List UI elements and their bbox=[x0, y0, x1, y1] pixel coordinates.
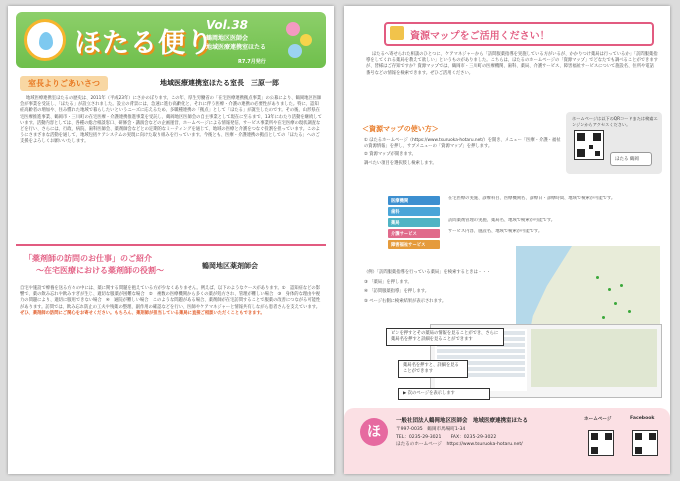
pharmacist-text: 自宅や施設で療養を送る方々の中には、薬に関する問題を抱えている方が少なくありません。例えば、以下のようなケースがあります。① 認知症などの影響で、薬の飲み忘れや飲みすぎが生じ、適切な服薬が困難な場合 ② 複数の医療機関から多くの薬が処方され、管理が難しい場合 ③ 身体的な理由や視力の問題により、適切に服用できない場合 ④ 通院が難しい場合 このような問題がある場合、薬剤師が在宅訪問することで服薬の改善につながる可能性があります。訪問では、飲み忘れ防止の工夫や残薬の整理、副作用の確認などを行い、医師やケアマネジャーと情報共有しながら患者さんを支えています。 bbox=[20, 286, 321, 310]
menu-dental[interactable]: 歯科 bbox=[388, 207, 440, 216]
homepage-qr-box bbox=[566, 112, 662, 174]
pharmacist-section-header bbox=[16, 244, 326, 286]
pharmacist-association: 鶴岡地区薬剤師会 bbox=[202, 262, 258, 270]
qr-instruction: ホームページは以下のQRコードまたは検索エンジンからアクセスください。 bbox=[572, 116, 658, 127]
volume-number: Vol.38 bbox=[206, 18, 249, 32]
footer-contact bbox=[396, 426, 523, 449]
resource-map-intro: ほたるへ寄せられた相談のひとつに、ケアマネジャーから「訪問服薬指導を実施している方がいるが、かかりつけ薬局は行っているか」「訪問服薬指導をしてくれる薬局を教えて欲しい」というものがありました。こちらは、ほたるのホームページの「資源マップ」でどなたでも調べることができますが、皆様はご存知ですか？資源マップでは、鶴岡市・三川町の医療機関、歯科、薬局、介護サービス、障害福祉サービスについて施設名、住所や電話番号などの情報を検索できます。ぜひご活用ください。 bbox=[366, 52, 658, 76]
menu-disability-service[interactable]: 障害福祉サービス bbox=[388, 240, 440, 249]
usage-steps bbox=[364, 138, 564, 169]
example-intro: （例）「訪問服薬指導を行っている薬局」を検索するときは・・・ bbox=[364, 270, 491, 275]
map-pin[interactable] bbox=[602, 316, 605, 319]
category-menu bbox=[388, 196, 440, 251]
hotaru-logo-icon: ほ bbox=[360, 418, 388, 446]
footer bbox=[344, 408, 670, 474]
map-icon bbox=[390, 26, 404, 40]
map-pin[interactable] bbox=[614, 302, 617, 305]
qr-code-icon[interactable] bbox=[574, 130, 604, 160]
homepage-label: ホームページ bbox=[584, 417, 612, 422]
step-2-detail: 調べたい項目を選択肢し検索します。 bbox=[364, 160, 437, 166]
masthead-org: 鶴岡地区医師会 地域医療連携室ほたる bbox=[206, 35, 267, 51]
flower-decoration-icon bbox=[282, 18, 318, 62]
step-2: ② 資源マップが開きます。 bbox=[364, 152, 416, 158]
facebook-label: Facebook bbox=[630, 416, 655, 421]
footer-phone: TEL：0235-29-3021 FAX：0235-29-3022 bbox=[396, 434, 497, 440]
facebook-qr-icon[interactable] bbox=[632, 430, 658, 456]
firefly-logo-icon bbox=[24, 19, 66, 61]
desc-service: サービス内容、施設名、地域で検索が可能です。 bbox=[448, 229, 543, 234]
masthead bbox=[16, 12, 326, 68]
pharmacist-section-title: 「薬剤師の訪問のお仕事」のご紹介 bbox=[24, 254, 152, 263]
pharmacist-section-subtitle: 〜在宅医療における薬剤師の役割〜 bbox=[36, 266, 164, 275]
step-4: ④ 「訪問服薬指導」を押します。 bbox=[364, 289, 430, 295]
greeting-author: 地域医療連携室ほたる室長 三原一郎 bbox=[160, 79, 279, 87]
desc-pharmacy: 訪問薬剤管理の実施、薬局名、地域で検索が可能です。 bbox=[448, 218, 556, 223]
newsletter-page-2 bbox=[344, 6, 670, 474]
map-pin[interactable] bbox=[608, 288, 611, 291]
newsletter-title: ほたる便り bbox=[74, 28, 214, 59]
example-steps bbox=[364, 270, 524, 305]
step-1: ① ほたるホームページ（https://www.tsuruoka-hotaru.net/）を開き、メニュー「医療・介護・福祉の資源情報」を押し、サブメニューの「資源マップ」を押します。 bbox=[364, 138, 561, 150]
result-map[interactable] bbox=[531, 329, 657, 387]
pharmacist-highlight: ぜひ、薬剤師の訪問にご関心をお寄せください。もちろん、薬剤師が担当している薬局に直接ご相談いただくこともできます。 bbox=[20, 310, 265, 316]
category-descriptions bbox=[448, 196, 628, 251]
callout-name: 薬局名を押すと、詳細を見ることができます bbox=[398, 360, 468, 378]
newsletter-page-1 bbox=[8, 6, 334, 474]
footer-org: 一般社団法人鶴岡地区医師会 地域医療連携室ほたる bbox=[396, 418, 529, 424]
resource-map-title: 資源マップをご活用ください！ bbox=[410, 31, 550, 42]
step-5: ⑤ ページ右側に検索結果が表示されます。 bbox=[364, 298, 447, 304]
greeting-tag: 室長よりごあいさつ bbox=[20, 76, 108, 91]
homepage-qr-icon[interactable] bbox=[588, 430, 614, 456]
footer-address: 〒997-0035 鶴岡市馬場町1-34 bbox=[396, 427, 466, 432]
greeting-body: 地域医療連携室ほたるの歴史は、2011年（平成23年）にさかのぼります。この年、厚生労働省の「在宅医療連携拠点事業」の公募により、鶴岡地区医師会が事業を受託し、「ほたる」が設立されました。設立の背景には、急速に進む高齢化と、それに伴う医療・介護の連携の必要性がありました。特に、認知症高齢者の増加や、住み慣れた地域で暮らしたいというニーズに応えるため、多職種連携の「拠点」として「ほたる」が誕生したのです。その後、山形県在宅医療推進事業、鶴岡市・三川町の在宅医療・介護連携推進事業を受託し、鶴岡地区医師会の自主事業として現在に至るまで、13年にわたり活動を継続しています。活動内容としては、各種の総合相談窓口、研修会・講演会などの企画運営、ホームページによる情報発信、サービス事業所や在宅医療の現状調査などを行い、さらには、行政、病院、歯科医師会、薬剤師会などとの定期的なミーティングを通じて、地域の医療と介護をつなぐ役割を担っています。このようにさまざまな活動を通して、地域包括ケアシステムの実現に向けた取り組みを行っています。今後とも、医療・介護連携の拠点としての「ほたる」へのご支援をよろしくお願いいたします。 bbox=[20, 96, 322, 145]
howto-heading: ＜資源マップの使い方＞ bbox=[362, 125, 439, 133]
menu-pharmacy[interactable]: 薬局 bbox=[388, 218, 440, 227]
issue-date: R7.7月発行 bbox=[238, 59, 266, 65]
footer-website[interactable]: ほたるのホームページ https://www.tsuruoka-hotaru.net/ bbox=[396, 442, 523, 447]
step-3: ③ 「薬局」を押します。 bbox=[364, 280, 412, 286]
map-pin[interactable] bbox=[628, 310, 631, 313]
menu-care-service[interactable]: 介護サービス bbox=[388, 229, 440, 238]
greeting-header bbox=[16, 76, 326, 90]
map-pin[interactable] bbox=[596, 276, 599, 279]
pharmacist-body bbox=[20, 286, 322, 466]
callout-next: ▶ 次のページを表示します bbox=[398, 388, 490, 400]
desc-medical: 在宅医療の実施、診療科目、医療機関名、診療日・診療時間、地域で検索が可能です。 bbox=[448, 196, 616, 201]
map-pin[interactable] bbox=[620, 284, 623, 287]
menu-medical[interactable]: 医療機関 bbox=[388, 196, 440, 205]
callout-pin: ピンを押すとその薬局の情報を見ることができ、さらに薬局名を押すと詳細を見ることができます bbox=[386, 328, 504, 346]
search-button[interactable]: ほたる 鶴岡 bbox=[610, 152, 652, 166]
